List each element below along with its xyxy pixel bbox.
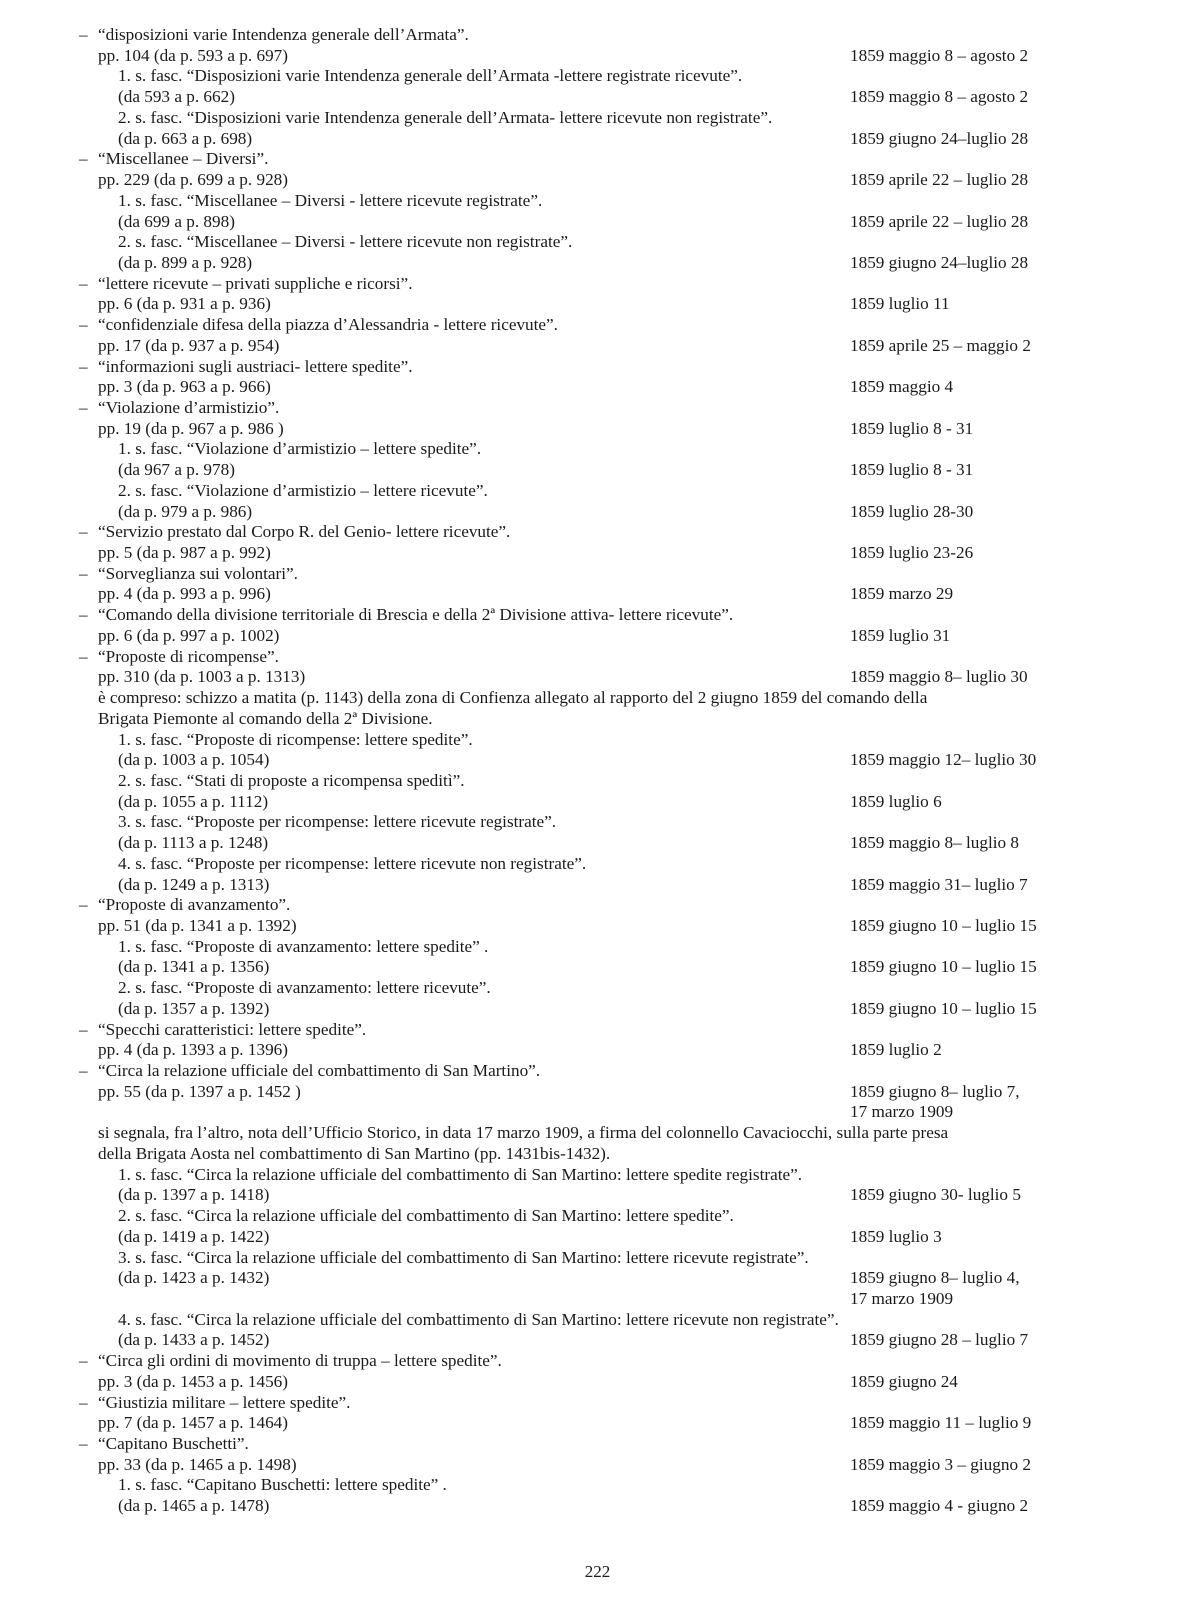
entry-line	[0, 1060, 1195, 1081]
entry-line	[0, 169, 1195, 190]
entry-line	[0, 729, 1195, 750]
subfolder-title: 2. s. fasc. “Circa la relazione ufficiale del combattimento di San Martino: lettere spedite”.	[118, 1206, 734, 1225]
entry-line	[0, 65, 1195, 86]
entry-line	[0, 356, 1195, 377]
date-range: 1859 maggio 4	[850, 377, 954, 397]
entry-line	[0, 894, 1195, 915]
entry-line	[0, 314, 1195, 335]
page-range: pp. 55 (da p. 1397 a p. 1452 )	[98, 1081, 301, 1101]
date-range: 1859 maggio 8– luglio 30	[850, 667, 1028, 687]
list-dash: –	[79, 273, 88, 293]
date-range: 1859 luglio 31	[850, 625, 951, 645]
page-range: pp. 19 (da p. 967 a p. 986 )	[98, 418, 284, 438]
page-range: (da p. 1433 a p. 1452)	[118, 1330, 270, 1350]
entry-line	[0, 501, 1195, 522]
entry-line	[0, 293, 1195, 314]
entry-line	[0, 521, 1195, 542]
entry-line	[0, 1101, 1195, 1122]
date-range: 1859 giugno 8– luglio 7,	[850, 1081, 1020, 1101]
list-dash: –	[79, 522, 88, 542]
note-text: si segnala, fra l’altro, nota dell’Ufficio Storico, in data 17 marzo 1909, a firma del colonnello Cavaciocchi, sulla parte presa	[98, 1123, 949, 1143]
entry-line	[0, 563, 1195, 584]
entry-line	[0, 1412, 1195, 1433]
subfolder-title: 4. s. fasc. “Circa la relazione ufficiale del combattimento di San Martino: lettere ricevute non registrate”.	[118, 1309, 839, 1329]
date-range: 1859 giugno 8– luglio 4,	[850, 1268, 1020, 1288]
entry-line	[0, 791, 1195, 812]
page-range: (da p. 1113 a p. 1248)	[118, 833, 269, 853]
date-range: 1859 giugno 30- luglio 5	[850, 1185, 1021, 1205]
list-dash: –	[79, 605, 88, 625]
date-range: 1859 luglio 28-30	[850, 501, 974, 521]
series-title: “Sorveglianza sui volontari”.	[98, 563, 298, 583]
series-title: “Servizio prestato dal Corpo R. del Genio- lettere ricevute”.	[98, 522, 511, 542]
series-title: “disposizioni varie Intendenza generale dell’Armata”.	[98, 25, 469, 44]
entry-line	[0, 1309, 1195, 1330]
date-range: 1859 giugno 24–luglio 28	[850, 128, 1029, 148]
list-dash: –	[79, 1351, 88, 1371]
entry-line	[0, 666, 1195, 687]
page-range: (da p. 1397 a p. 1418)	[118, 1185, 270, 1205]
entry-line	[0, 832, 1195, 853]
entry-line	[0, 1454, 1195, 1475]
subfolder-title: 1. s. fasc. “Circa la relazione ufficiale del combattimento di San Martino: lettere spedite registrate”.	[118, 1164, 803, 1184]
entry-line	[0, 1288, 1195, 1309]
entry-line	[0, 1267, 1195, 1288]
date-range: 1859 maggio 31– luglio 7	[850, 874, 1028, 894]
note-text: della Brigata Aosta nel combattimento di San Martino (pp. 1431bis-1432).	[98, 1143, 611, 1163]
date-range: 1859 aprile 22 – luglio 28	[850, 211, 1029, 231]
date-range: 1859 maggio 3 – giugno 2	[850, 1454, 1031, 1474]
series-title: “Specchi caratteristici: lettere spedite”.	[98, 1019, 367, 1039]
entry-line	[0, 24, 1195, 45]
date-range: 1859 giugno 24–luglio 28	[850, 252, 1029, 272]
page-range: pp. 51 (da p. 1341 a p. 1392)	[98, 916, 297, 935]
subfolder-title: 2. s. fasc. “Proposte di avanzamento: lettere ricevute”.	[118, 978, 491, 998]
list-dash: –	[79, 895, 88, 915]
date-range: 1859 aprile 22 – luglio 28	[850, 170, 1029, 189]
page-range: pp. 7 (da p. 1457 a p. 1464)	[98, 1413, 288, 1433]
date-range: 1859 luglio 3	[850, 1226, 942, 1246]
page-range: (da p. 1357 a p. 1392)	[118, 998, 270, 1018]
entry-line	[0, 190, 1195, 211]
series-title: “Giustizia militare – lettere spedite”.	[98, 1392, 351, 1412]
entry-line	[0, 770, 1195, 791]
page-range: (da p. 1465 a p. 1478)	[118, 1496, 270, 1516]
entry-line	[0, 625, 1195, 646]
entry-line	[0, 998, 1195, 1019]
series-title: “Miscellanee – Diversi”.	[98, 149, 269, 169]
page-range: (da 699 a p. 898)	[118, 211, 235, 231]
subfolder-title: 1. s. fasc. “Proposte di ricompense: lettere spedite”.	[118, 729, 473, 749]
series-title: “Capitano Buschetti”.	[98, 1434, 249, 1453]
entry-line	[0, 1226, 1195, 1247]
series-title: “Proposte di ricompense”.	[98, 646, 279, 666]
date-range: 1859 maggio 8– luglio 8	[850, 833, 1020, 853]
entry-line	[0, 604, 1195, 625]
page-range: pp. 17 (da p. 937 a p. 954)	[98, 335, 280, 355]
date-range: 1859 marzo 29	[850, 584, 954, 604]
date-range: 1859 aprile 25 – maggio 2	[850, 335, 1031, 355]
entry-line	[0, 211, 1195, 232]
date-range: 17 marzo 1909	[850, 1288, 954, 1308]
entry-line	[0, 1039, 1195, 1060]
subfolder-title: 1. s. fasc. “Miscellanee – Diversi - lettere ricevute registrate”.	[118, 190, 543, 210]
date-range: 1859 luglio 8 - 31	[850, 418, 974, 438]
subfolder-title: 2. s. fasc. “Miscellanee – Diversi - lettere ricevute non registrate”.	[118, 232, 573, 252]
list-dash: –	[79, 1434, 88, 1453]
list-dash: –	[79, 315, 88, 335]
series-title: “Circa la relazione ufficiale del combattimento di San Martino”.	[98, 1061, 541, 1080]
entry-line	[0, 1143, 1195, 1164]
date-range: 17 marzo 1909	[850, 1102, 954, 1122]
subfolder-title: 1. s. fasc. “Disposizioni varie Intendenza generale dell’Armata -lettere registrate ricevute”.	[118, 66, 743, 86]
entry-line	[0, 1019, 1195, 1040]
series-title: “Proposte di avanzamento”.	[98, 895, 291, 915]
entry-line	[0, 1371, 1195, 1392]
entry-line	[0, 853, 1195, 874]
page-range: pp. 3 (da p. 963 a p. 966)	[98, 377, 271, 397]
date-range: 1859 luglio 2	[850, 1040, 942, 1060]
page-range: (da p. 1419 a p. 1422)	[118, 1226, 270, 1246]
series-title: “lettere ricevute – privati suppliche e ricorsi”.	[98, 273, 413, 293]
page-range: pp. 310 (da p. 1003 a p. 1313)	[98, 667, 306, 687]
entry-line	[0, 480, 1195, 501]
date-range: 1859 giugno 24	[850, 1371, 958, 1391]
date-range: 1859 luglio 11	[850, 294, 950, 314]
entry-line	[0, 811, 1195, 832]
entry-line	[0, 1495, 1195, 1516]
entry-line	[0, 231, 1195, 252]
note-text: è compreso: schizzo a matita (p. 1143) della zona di Confienza allegato al rapporto del 2 giugno 1859 del comando della	[98, 688, 928, 707]
entry-line	[0, 936, 1195, 957]
list-dash: –	[79, 1061, 88, 1080]
subfolder-title: 2. s. fasc. “Disposizioni varie Intendenza generale dell’Armata- lettere ricevute non registrate”.	[118, 107, 773, 127]
date-range: 1859 luglio 23-26	[850, 543, 974, 562]
entry-line	[0, 1392, 1195, 1413]
page-range: pp. 4 (da p. 1393 a p. 1396)	[98, 1040, 288, 1060]
list-dash: –	[79, 149, 88, 169]
list-dash: –	[79, 563, 88, 583]
date-range: 1859 giugno 10 – luglio 15	[850, 916, 1037, 935]
entry-line	[0, 1433, 1195, 1454]
entry-line	[0, 1205, 1195, 1226]
entry-line	[0, 45, 1195, 66]
page-range: pp. 5 (da p. 987 a p. 992)	[98, 543, 271, 562]
subfolder-title: 3. s. fasc. “Circa la relazione ufficiale del combattimento di San Martino: lettere ricevute registrate”.	[118, 1247, 809, 1267]
entry-line	[0, 1184, 1195, 1205]
entry-line	[0, 376, 1195, 397]
series-title: “confidenziale difesa della piazza d’Alessandria - lettere ricevute”.	[98, 315, 558, 335]
date-range: 1859 maggio 8 – agosto 2	[850, 45, 1029, 65]
date-range: 1859 luglio 8 - 31	[850, 460, 974, 480]
subfolder-title: 2. s. fasc. “Violazione d’armistizio – lettere ricevute”.	[118, 480, 488, 500]
list-dash: –	[79, 25, 88, 44]
page-range: (da p. 1055 a p. 1112)	[118, 791, 269, 811]
page-range: (da p. 1341 a p. 1356)	[118, 957, 270, 977]
page-range: (da p. 1249 a p. 1313)	[118, 874, 270, 894]
entry-line	[0, 128, 1195, 149]
date-range: 1859 giugno 10 – luglio 15	[850, 998, 1037, 1018]
entry-line	[0, 252, 1195, 273]
subfolder-title: 1. s. fasc. “Proposte di avanzamento: lettere spedite” .	[118, 936, 489, 956]
entry-line	[0, 86, 1195, 107]
entry-line	[0, 1081, 1195, 1102]
entry-line	[0, 459, 1195, 480]
page-range: (da p. 899 a p. 928)	[118, 252, 253, 272]
entry-line	[0, 397, 1195, 418]
list-dash: –	[79, 646, 88, 666]
page-range: (da p. 1003 a p. 1054)	[118, 750, 270, 770]
page-range: (da p. 979 a p. 986)	[118, 501, 253, 521]
page-range: pp. 6 (da p. 931 a p. 936)	[98, 294, 271, 314]
page-range: (da p. 1423 a p. 1432)	[118, 1268, 270, 1288]
entry-line	[0, 148, 1195, 169]
entry-line	[0, 708, 1195, 729]
series-title: “informazioni sugli austriaci- lettere spedite”.	[98, 356, 413, 376]
entry-line	[0, 1247, 1195, 1268]
list-dash: –	[79, 356, 88, 376]
page-range: pp. 104 (da p. 593 a p. 697)	[98, 45, 288, 65]
entry-line	[0, 107, 1195, 128]
date-range: 1859 giugno 28 – luglio 7	[850, 1330, 1029, 1350]
page-range: (da p. 663 a p. 698)	[118, 128, 253, 148]
page-range: (da 967 a p. 978)	[118, 460, 235, 480]
entry-line	[0, 646, 1195, 667]
date-range: 1859 giugno 10 – luglio 15	[850, 957, 1037, 977]
entry-line	[0, 438, 1195, 459]
entry-line	[0, 273, 1195, 294]
entry-line	[0, 1329, 1195, 1350]
series-title: “Circa gli ordini di movimento di truppa – lettere spedite”.	[98, 1351, 502, 1371]
date-range: 1859 maggio 4 - giugno 2	[850, 1496, 1029, 1516]
entry-line	[0, 542, 1195, 563]
entry-line	[0, 687, 1195, 708]
entry-line	[0, 915, 1195, 936]
entry-line	[0, 956, 1195, 977]
entry-line	[0, 418, 1195, 439]
date-range: 1859 maggio 8 – agosto 2	[850, 87, 1029, 107]
list-dash: –	[79, 1392, 88, 1412]
entry-line	[0, 749, 1195, 770]
entry-line	[0, 583, 1195, 604]
series-title: “Comando della divisione territoriale di Brescia e della 2ª Divisione attiva- lettere ricevute”.	[98, 605, 734, 625]
entry-line	[0, 335, 1195, 356]
page-range: (da 593 a p. 662)	[118, 87, 235, 107]
page-range: pp. 6 (da p. 997 a p. 1002)	[98, 625, 280, 645]
list-dash: –	[79, 398, 88, 417]
subfolder-title: 1. s. fasc. “Capitano Buschetti: lettere spedite” .	[118, 1475, 447, 1495]
entry-line	[0, 1350, 1195, 1371]
entry-line	[0, 1474, 1195, 1495]
entry-line	[0, 977, 1195, 998]
page-range: pp. 229 (da p. 699 a p. 928)	[98, 170, 288, 189]
series-title: “Violazione d’armistizio”.	[98, 398, 280, 417]
subfolder-title: 1. s. fasc. “Violazione d’armistizio – lettere spedite”.	[118, 439, 482, 459]
page-range: pp. 4 (da p. 993 a p. 996)	[98, 584, 271, 604]
note-text: Brigata Piemonte al comando della 2ª Divisione.	[98, 708, 433, 728]
subfolder-title: 3. s. fasc. “Proposte per ricompense: lettere ricevute registrate”.	[118, 812, 557, 832]
list-dash: –	[79, 1019, 88, 1039]
date-range: 1859 maggio 11 – luglio 9	[850, 1413, 1032, 1433]
page-range: pp. 3 (da p. 1453 a p. 1456)	[98, 1371, 288, 1391]
entry-line	[0, 1122, 1195, 1143]
date-range: 1859 maggio 12– luglio 30	[850, 750, 1037, 770]
date-range: 1859 luglio 6	[850, 791, 942, 811]
entry-line	[0, 874, 1195, 895]
entry-line	[0, 1164, 1195, 1185]
subfolder-title: 2. s. fasc. “Stati di proposte a ricompensa speditì”.	[118, 770, 465, 790]
page-number: 222	[584, 1562, 611, 1581]
subfolder-title: 4. s. fasc. “Proposte per ricompense: lettere ricevute non registrate”.	[118, 853, 587, 873]
page-range: pp. 33 (da p. 1465 a p. 1498)	[98, 1454, 297, 1474]
